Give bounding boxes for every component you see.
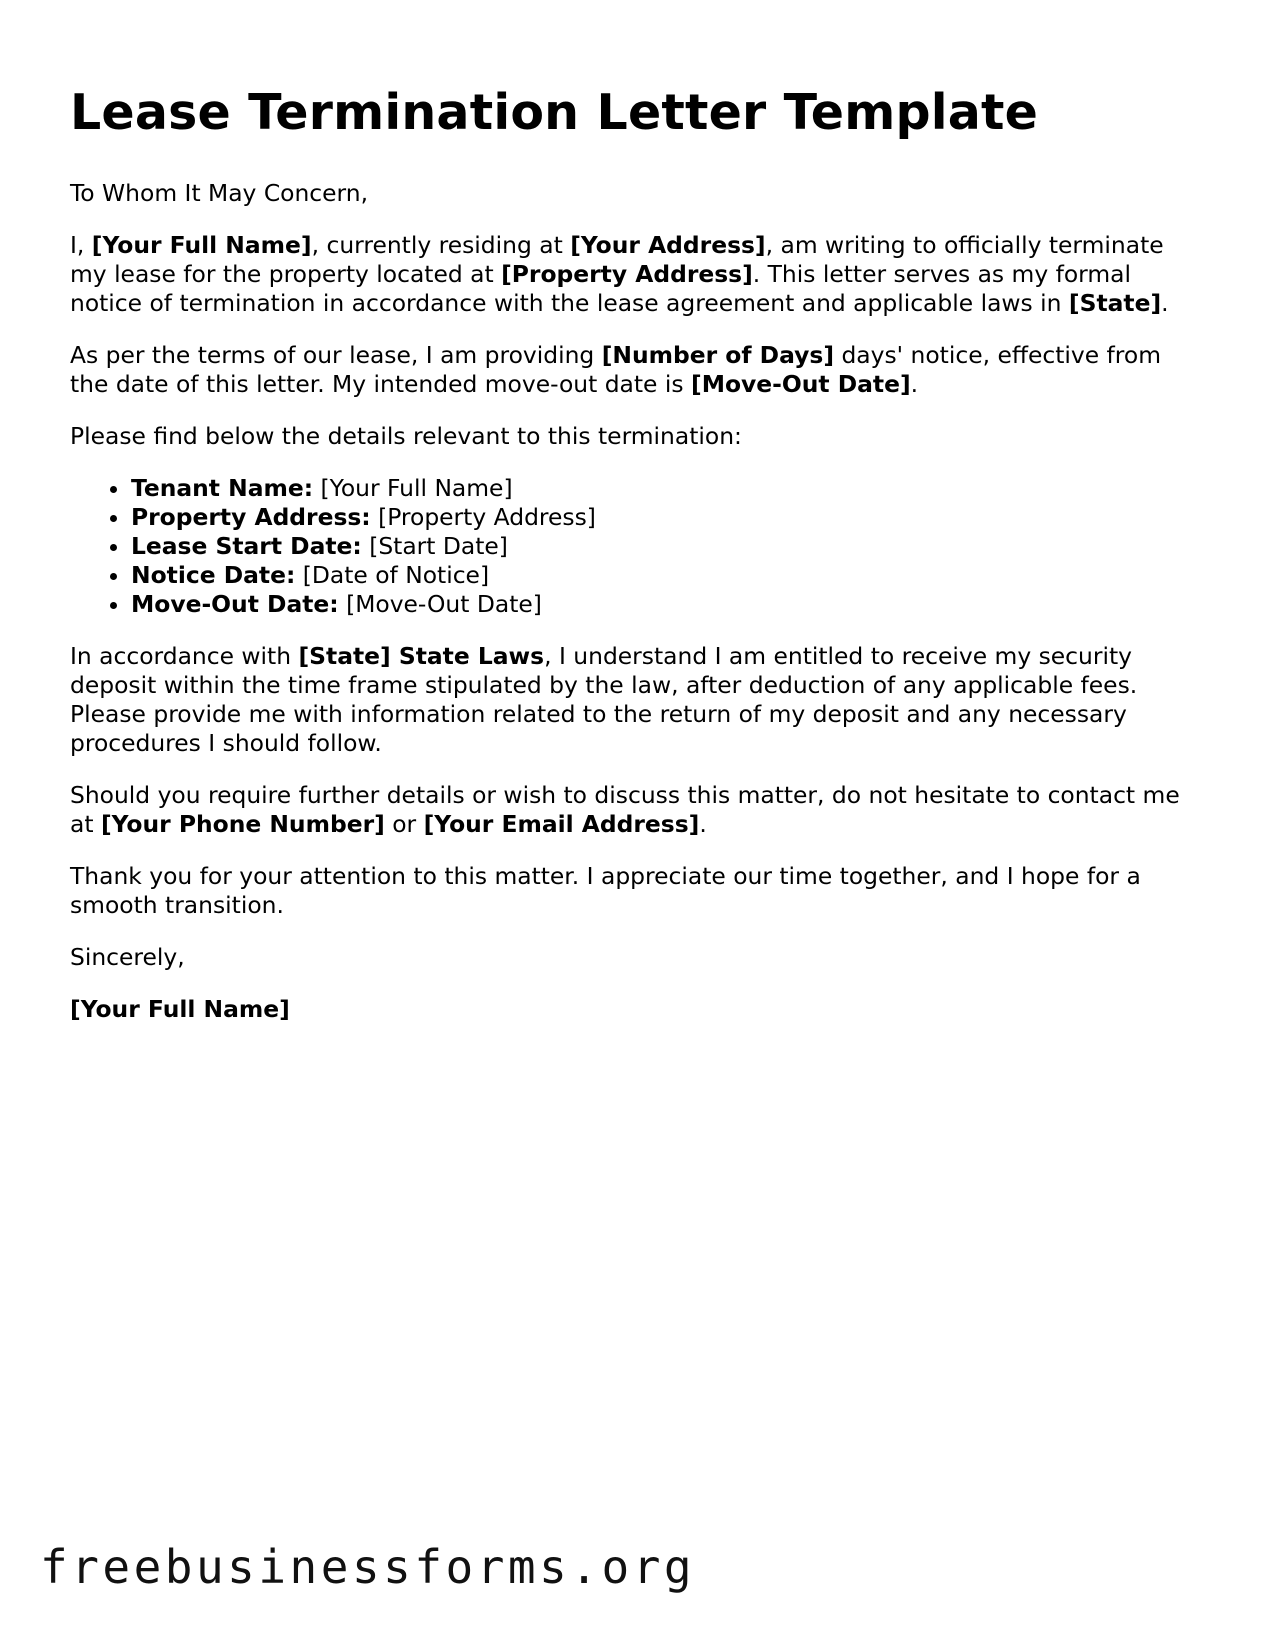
detail-label: Tenant Name: [131, 473, 314, 502]
placeholder-address: [Your Address] [570, 230, 766, 259]
letter-document [70, 84, 1200, 1047]
text: Should you require further details or wish to discuss this matter, do not hesitate to contact me at [70, 780, 1180, 838]
contact-paragraph [70, 781, 1200, 839]
details-list [70, 474, 1200, 619]
text: I, [70, 230, 92, 259]
thanks-paragraph: Thank you for your attention to this matter. I appreciate our time together, and I hope for a smooth transition. [70, 861, 1141, 919]
footer-watermark: freebusinessforms.org [40, 1540, 696, 1594]
placeholder-state-laws: [State] State Laws [298, 641, 545, 670]
placeholder-signature-name: [Your Full Name] [70, 994, 290, 1023]
detail-value: [Your Full Name] [313, 473, 513, 502]
placeholder-number-of-days: [Number of Days] [601, 340, 835, 369]
list-item-lease-start-date [131, 532, 1200, 561]
document-title: Lease Termination Letter Template [70, 84, 1039, 141]
intro-paragraph [70, 231, 1200, 318]
closing: Sincerely, [70, 942, 185, 971]
text: . [1161, 288, 1169, 317]
notice-paragraph [70, 341, 1200, 399]
text: , I understand I am entitled to receive my security deposit within the time frame stipulated by the law, after deduction of any applicable fees. Please provide me with information related to the return of my deposit and any necessary procedures I should follow. [70, 641, 1138, 757]
detail-label: Move-Out Date: [131, 589, 339, 618]
salutation: To Whom It May Concern, [70, 178, 369, 207]
text: days' notice, effective from the date of this letter. My intended move-out date is [70, 340, 1161, 398]
deposit-paragraph [70, 642, 1200, 758]
list-item-tenant-name [131, 474, 1200, 503]
detail-value: [Property Address] [370, 502, 596, 531]
list-item-property-address [131, 503, 1200, 532]
text: or [384, 809, 424, 838]
placeholder-email-address: [Your Email Address] [423, 809, 700, 838]
detail-label: Notice Date: [131, 560, 296, 589]
placeholder-phone-number: [Your Phone Number] [100, 809, 385, 838]
text: In accordance with [70, 641, 299, 670]
placeholder-state: [State] [1068, 288, 1162, 317]
signature [70, 995, 1200, 1024]
detail-value: [Date of Notice] [295, 560, 490, 589]
placeholder-full-name: [Your Full Name] [91, 230, 312, 259]
text: , am writing to officially terminate my lease for the property located at [70, 230, 1164, 288]
details-intro: Please find below the details relevant to this termination: [70, 421, 742, 450]
detail-value: [Move-Out Date] [338, 589, 542, 618]
detail-label: Lease Start Date: [131, 531, 362, 560]
detail-value: [Start Date] [361, 531, 508, 560]
text: , currently residing at [311, 230, 571, 259]
list-item-move-out-date [131, 590, 1200, 619]
text: As per the terms of our lease, I am providing [70, 340, 602, 369]
placeholder-property-address: [Property Address] [501, 259, 753, 288]
placeholder-move-out-date: [Move-Out Date] [691, 369, 911, 398]
text: . This letter serves as my formal notice of termination in accordance with the lease agreement and applicable laws in [70, 259, 1131, 317]
list-item-notice-date [131, 561, 1200, 590]
text: . [699, 809, 707, 838]
detail-label: Property Address: [131, 502, 371, 531]
text: . [910, 369, 919, 398]
